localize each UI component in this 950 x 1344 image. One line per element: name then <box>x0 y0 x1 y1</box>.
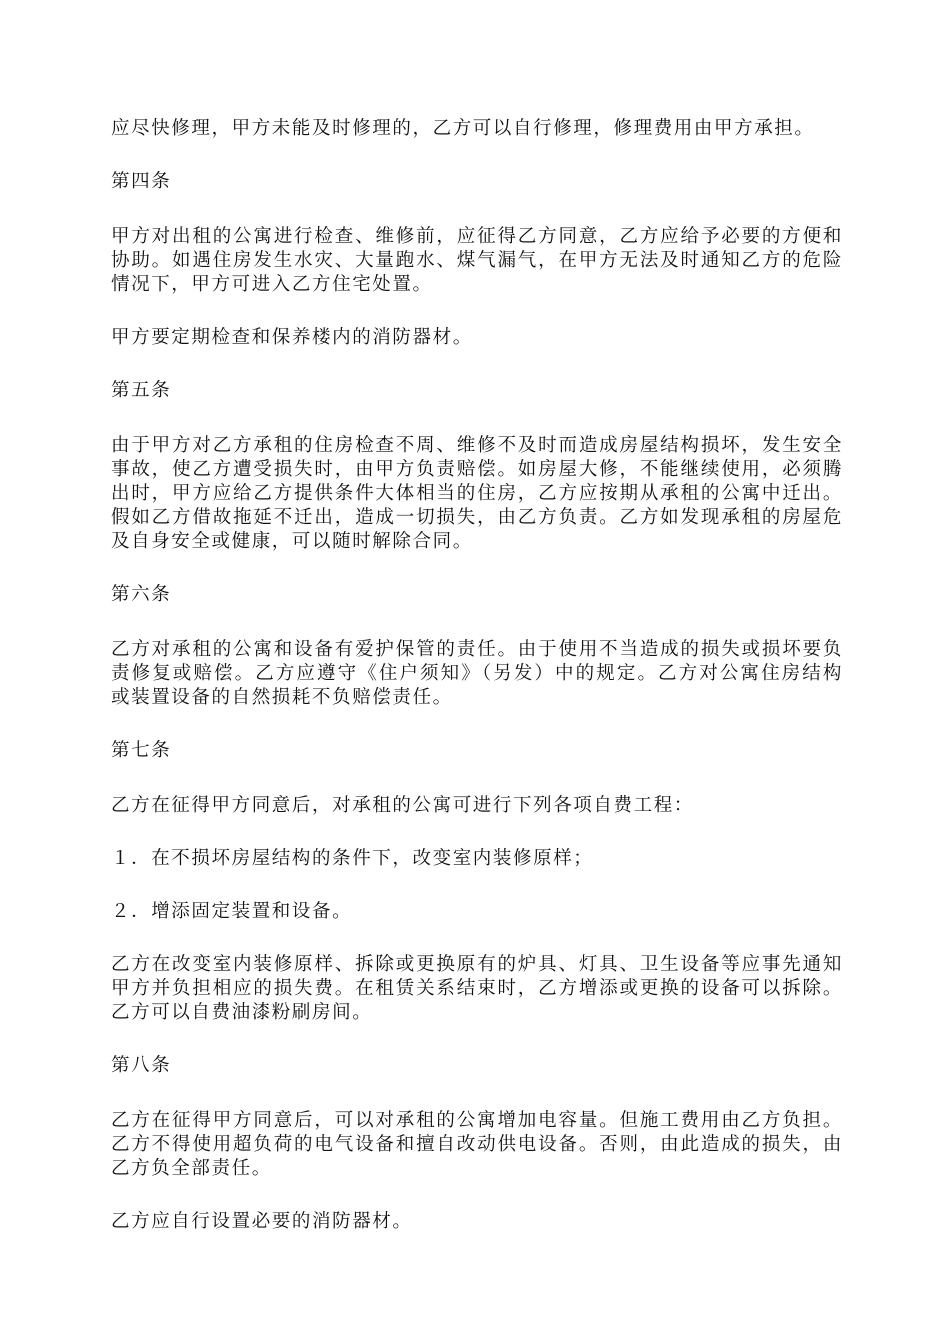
document-page <box>111 117 843 1263</box>
article-7-item-1: １．在不损坏房屋结构的条件下，改变室内装修原样； <box>111 848 594 869</box>
article-7-item-2: ２．增添固定装置和设备。 <box>111 901 353 922</box>
paragraph-repair-continuation: 应尽快修理，甲方未能及时修理的，乙方可以自行修理，修理费用由甲方承担。 <box>111 118 815 139</box>
article-7-heading: 第七条 <box>111 740 172 761</box>
article-8-paragraph-fire-equipment: 乙方应自行设置必要的消防器材。 <box>111 1211 413 1232</box>
article-5-paragraph: 由于甲方对乙方承租的住房检查不周、维修不及时而造成房屋结构损坏，发生安全事故，使乙方遭受损失时，由甲方负责赔偿。如房屋大修，不能继续使用，必须腾出时，甲方应给乙方提供条件大体相当的住房，乙方应按期从承租的公寓中迁出。假如乙方借故拖延不迁出，造成一切损失，由乙方负责。乙方如发现承租的房屋危及自身安全或健康，可以随时解除合同。 <box>111 435 843 552</box>
article-4-paragraph-fire-equipment: 甲方要定期检查和保养楼内的消防器材。 <box>111 327 473 348</box>
article-8-paragraph-electric: 乙方在征得甲方同意后，可以对承租的公寓增加电容量。但施工费用由乙方负担。乙方不得使用超负荷的电气设备和擅自改动供电设备。否则，由此造成的损失，由乙方负全部责任。 <box>111 1110 843 1179</box>
article-4-heading: 第四条 <box>111 171 172 192</box>
article-7-paragraph-notice: 乙方在改变室内装修原样、拆除或更换原有的炉具、灯具、卫生设备等应事先通知甲方并负担相应的损失费。在租赁关系结束时，乙方增添或更换的设备可以拆除。乙方可以自费油漆粉刷房间。 <box>111 954 843 1023</box>
article-6-heading: 第六条 <box>111 584 172 605</box>
article-7-paragraph-intro: 乙方在征得甲方同意后，对承租的公寓可进行下列各项自费工程： <box>111 795 694 816</box>
article-4-paragraph-inspection: 甲方对出租的公寓进行检查、维修前，应征得乙方同意，乙方应给予必要的方便和协助。如遇住房发生水灾、大量跑水、煤气漏气，在甲方无法及时通知乙方的危险情况下，甲方可进入乙方住宅处置。 <box>111 226 843 295</box>
article-6-paragraph: 乙方对承租的公寓和设备有爱护保管的责任。由于使用不当造成的损失或损坏要负责修复或赔偿。乙方应遵守《住户须知》（另发）中的规定。乙方对公寓住房结构或装置设备的自然损耗不负赔偿责任。 <box>111 639 843 708</box>
article-5-heading: 第五条 <box>111 380 172 401</box>
article-8-heading: 第八条 <box>111 1055 172 1076</box>
